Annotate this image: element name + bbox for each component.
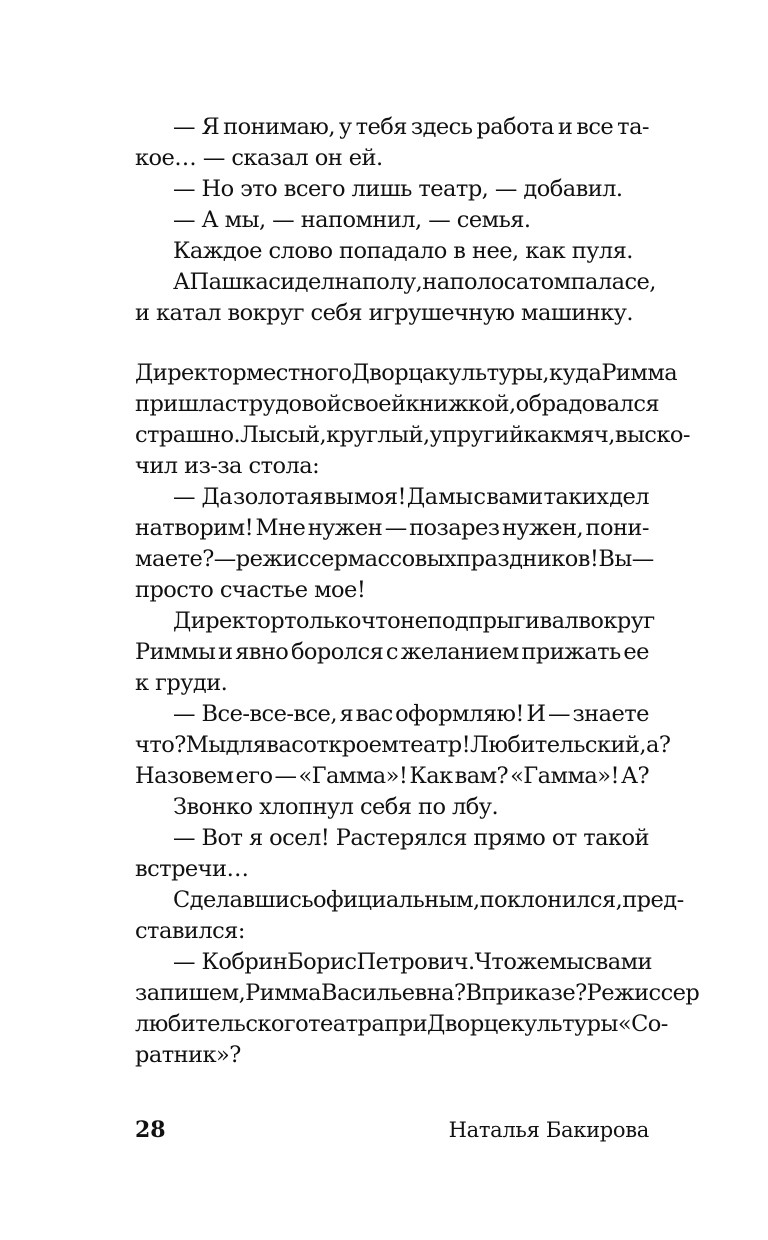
page-footer bbox=[135, 1115, 649, 1145]
text-word: нужен, bbox=[501, 515, 584, 541]
text-word: выско- bbox=[614, 422, 690, 448]
text-word: пред- bbox=[622, 887, 684, 913]
text-word: круглый, bbox=[326, 422, 430, 448]
text-word: Борис bbox=[287, 949, 357, 975]
text-word: как bbox=[523, 422, 564, 448]
page-number: 28 bbox=[135, 1117, 166, 1143]
text-word: Лысый, bbox=[240, 422, 327, 448]
text-line bbox=[135, 978, 700, 1009]
text-word: что? bbox=[135, 732, 186, 758]
text-line bbox=[135, 637, 649, 668]
text-line bbox=[135, 575, 649, 606]
text-word: вами bbox=[595, 949, 653, 975]
text-word: пони- bbox=[585, 515, 649, 541]
text-line bbox=[135, 823, 649, 854]
text-line bbox=[135, 112, 649, 143]
text-word: желанием bbox=[400, 639, 519, 665]
text-word: — Но это всего лишь театр, — добавил. bbox=[173, 176, 623, 202]
text-line bbox=[135, 174, 649, 205]
text-word: работа bbox=[476, 114, 554, 140]
text-word: театра bbox=[308, 1011, 385, 1037]
text-word: — bbox=[548, 701, 570, 727]
text-word: при bbox=[384, 1011, 428, 1037]
text-line bbox=[135, 451, 649, 482]
text-word: вами bbox=[486, 484, 543, 510]
text-word: Риммы bbox=[135, 639, 216, 665]
text-word: запишем, bbox=[135, 980, 246, 1006]
text-line bbox=[135, 389, 660, 420]
text-word: — Да bbox=[173, 484, 233, 510]
text-word: откроем bbox=[303, 732, 399, 758]
text-word: встречи… bbox=[135, 856, 249, 882]
text-word: боролся bbox=[290, 639, 384, 665]
text-word: просто счастье мое! bbox=[135, 577, 366, 603]
text-word: книжкой, bbox=[405, 391, 516, 417]
text-word: официальным, bbox=[313, 887, 480, 913]
text-line bbox=[135, 143, 649, 174]
text-word: И bbox=[526, 701, 546, 727]
text-word: на bbox=[422, 269, 450, 295]
text-word: сидел bbox=[268, 269, 335, 295]
text-line bbox=[135, 420, 690, 451]
text-word: поклонился, bbox=[479, 887, 623, 913]
text-line bbox=[135, 854, 649, 885]
text-word: и bbox=[557, 114, 573, 140]
text-word: — Все-все-все, bbox=[173, 701, 337, 727]
text-section-one bbox=[135, 112, 656, 329]
text-line bbox=[135, 668, 649, 699]
text-word: Как bbox=[409, 763, 453, 789]
text-word: Дворца bbox=[351, 360, 435, 386]
text-word: — Я bbox=[173, 114, 220, 140]
text-word: ее bbox=[623, 639, 649, 665]
text-word: страшно. bbox=[135, 422, 241, 448]
text-word: мяч, bbox=[563, 422, 615, 448]
text-word: Петрович. bbox=[356, 949, 475, 975]
text-word: а? bbox=[645, 732, 671, 758]
text-word: же bbox=[516, 949, 550, 975]
text-word: тебя bbox=[355, 114, 407, 140]
text-word: Пашка bbox=[189, 269, 269, 295]
text-word: — bbox=[274, 763, 297, 789]
text-word: к груди. bbox=[135, 670, 228, 696]
text-line bbox=[135, 205, 649, 236]
text-word: полу, bbox=[361, 269, 423, 295]
text-word: Директор bbox=[135, 360, 247, 386]
text-word: театр! bbox=[398, 732, 471, 758]
text-word: такой bbox=[583, 825, 649, 851]
text-line bbox=[135, 730, 671, 761]
text-word: ставился: bbox=[135, 918, 245, 944]
text-word: та- bbox=[617, 114, 649, 140]
text-word: мы bbox=[549, 949, 584, 975]
text-word: «Гамма»! bbox=[298, 763, 408, 789]
text-word: натворим! bbox=[135, 515, 254, 541]
text-word: позарез bbox=[409, 515, 500, 541]
text-word: В bbox=[465, 980, 482, 1006]
text-word: понимаю, bbox=[223, 114, 335, 140]
text-line bbox=[135, 236, 649, 267]
text-line bbox=[135, 947, 653, 978]
text-line bbox=[135, 761, 649, 792]
text-word: чил из-за стола: bbox=[135, 453, 320, 479]
text-word: — bbox=[384, 515, 407, 541]
text-word: Директор bbox=[173, 608, 285, 634]
text-line bbox=[135, 792, 649, 823]
text-word: Режиссер bbox=[586, 980, 700, 1006]
text-word: полосатом bbox=[449, 269, 571, 295]
text-word: — Кобрин bbox=[173, 949, 288, 975]
text-word: — Вот bbox=[173, 825, 243, 851]
text-word: приказе? bbox=[481, 980, 587, 1006]
text-word: с bbox=[224, 391, 237, 417]
text-word: прижать bbox=[521, 639, 621, 665]
text-word: — bbox=[631, 546, 654, 572]
text-word: массовых bbox=[347, 546, 457, 572]
text-word: что bbox=[360, 608, 401, 634]
text-word: золотая bbox=[232, 484, 323, 510]
text-word: знаете bbox=[572, 701, 649, 727]
text-word: вы bbox=[323, 484, 354, 510]
text-word: я bbox=[339, 701, 354, 727]
text-word: Мы bbox=[185, 732, 226, 758]
text-word: моя! bbox=[353, 484, 407, 510]
text-word: и катал вокруг себя игрушечную машинку. bbox=[135, 300, 633, 326]
text-line bbox=[135, 358, 678, 389]
text-word: культуры bbox=[510, 1011, 618, 1037]
text-word: Мне bbox=[255, 515, 306, 541]
text-line bbox=[135, 699, 649, 730]
text-word: мы bbox=[438, 484, 473, 510]
text-word: Да bbox=[406, 484, 438, 510]
text-word: все bbox=[576, 114, 614, 140]
text-word: своей bbox=[341, 391, 406, 417]
text-word: любительского bbox=[135, 1011, 309, 1037]
text-line bbox=[135, 267, 656, 298]
text-word: Вы bbox=[598, 546, 632, 572]
text-word: Любительский, bbox=[470, 732, 646, 758]
text-word: и bbox=[217, 639, 233, 665]
text-word: на bbox=[334, 269, 362, 295]
text-word: от bbox=[551, 825, 577, 851]
text-word: культуры, bbox=[434, 360, 549, 386]
text-section-two bbox=[135, 358, 700, 1071]
text-word: оформляю! bbox=[395, 701, 524, 727]
text-word: для bbox=[225, 732, 267, 758]
text-word: здесь bbox=[410, 114, 473, 140]
text-word: А? bbox=[620, 763, 649, 789]
text-word: ратник»? bbox=[135, 1042, 241, 1068]
text-word: подпрыгивал bbox=[427, 608, 579, 634]
text-line bbox=[135, 298, 649, 329]
text-word: Назовем bbox=[135, 763, 234, 789]
text-line bbox=[135, 916, 649, 947]
author-name: Наталья Бакирова bbox=[448, 1118, 649, 1142]
text-word: таких bbox=[543, 484, 609, 510]
text-word: не bbox=[400, 608, 428, 634]
text-word: паласе, bbox=[570, 269, 656, 295]
text-word: Васильевна? bbox=[320, 980, 466, 1006]
text-word: с bbox=[385, 639, 398, 665]
text-line bbox=[135, 885, 684, 916]
text-word: обрадовался bbox=[515, 391, 660, 417]
text-word: Римма bbox=[245, 980, 321, 1006]
text-word: праздников! bbox=[456, 546, 599, 572]
text-word: пришла bbox=[135, 391, 225, 417]
text-word: дел bbox=[609, 484, 649, 510]
text-word: маете? bbox=[135, 546, 214, 572]
text-word: явно bbox=[235, 639, 289, 665]
text-word: вас bbox=[266, 732, 304, 758]
text-word: только bbox=[284, 608, 361, 634]
text-word: Дворце bbox=[427, 1011, 511, 1037]
text-word: местного bbox=[246, 360, 352, 386]
text-word: у bbox=[338, 114, 352, 140]
text-word: — bbox=[213, 546, 236, 572]
text-word: вас bbox=[355, 701, 393, 727]
text-word: «Гамма»! bbox=[510, 763, 619, 789]
text-line bbox=[135, 544, 654, 575]
text-word: прямо bbox=[473, 825, 546, 851]
text-word: нужен bbox=[307, 515, 383, 541]
text-word: Звонко хлопнул себя по лбу. bbox=[173, 794, 499, 820]
text-word: его bbox=[235, 763, 273, 789]
text-word: с bbox=[473, 484, 486, 510]
text-line bbox=[135, 606, 655, 637]
text-word: «Со- bbox=[617, 1011, 668, 1037]
text-word: режиссер bbox=[235, 546, 348, 572]
text-word: Что bbox=[474, 949, 517, 975]
text-word: вокруг bbox=[578, 608, 655, 634]
text-word: куда bbox=[548, 360, 602, 386]
text-line bbox=[135, 513, 649, 544]
text-line bbox=[135, 1040, 649, 1071]
text-word: кое… — сказал он ей. bbox=[135, 145, 383, 171]
text-word: с bbox=[583, 949, 596, 975]
text-word: осел! bbox=[269, 825, 330, 851]
text-word: Римма bbox=[601, 360, 678, 386]
text-word: Растерялся bbox=[335, 825, 467, 851]
text-word: Сделавшись bbox=[173, 887, 314, 913]
text-word: упругий bbox=[429, 422, 524, 448]
text-word: — А мы, — напомнил, — семья. bbox=[173, 207, 531, 233]
text-word: А bbox=[173, 269, 190, 295]
text-word: я bbox=[248, 825, 263, 851]
text-word: Каждое слово попадало в нее, как пуля. bbox=[173, 238, 633, 264]
text-word: трудовой bbox=[236, 391, 342, 417]
text-line bbox=[135, 1009, 668, 1040]
text-word: вам? bbox=[454, 763, 509, 789]
text-line bbox=[135, 482, 649, 513]
